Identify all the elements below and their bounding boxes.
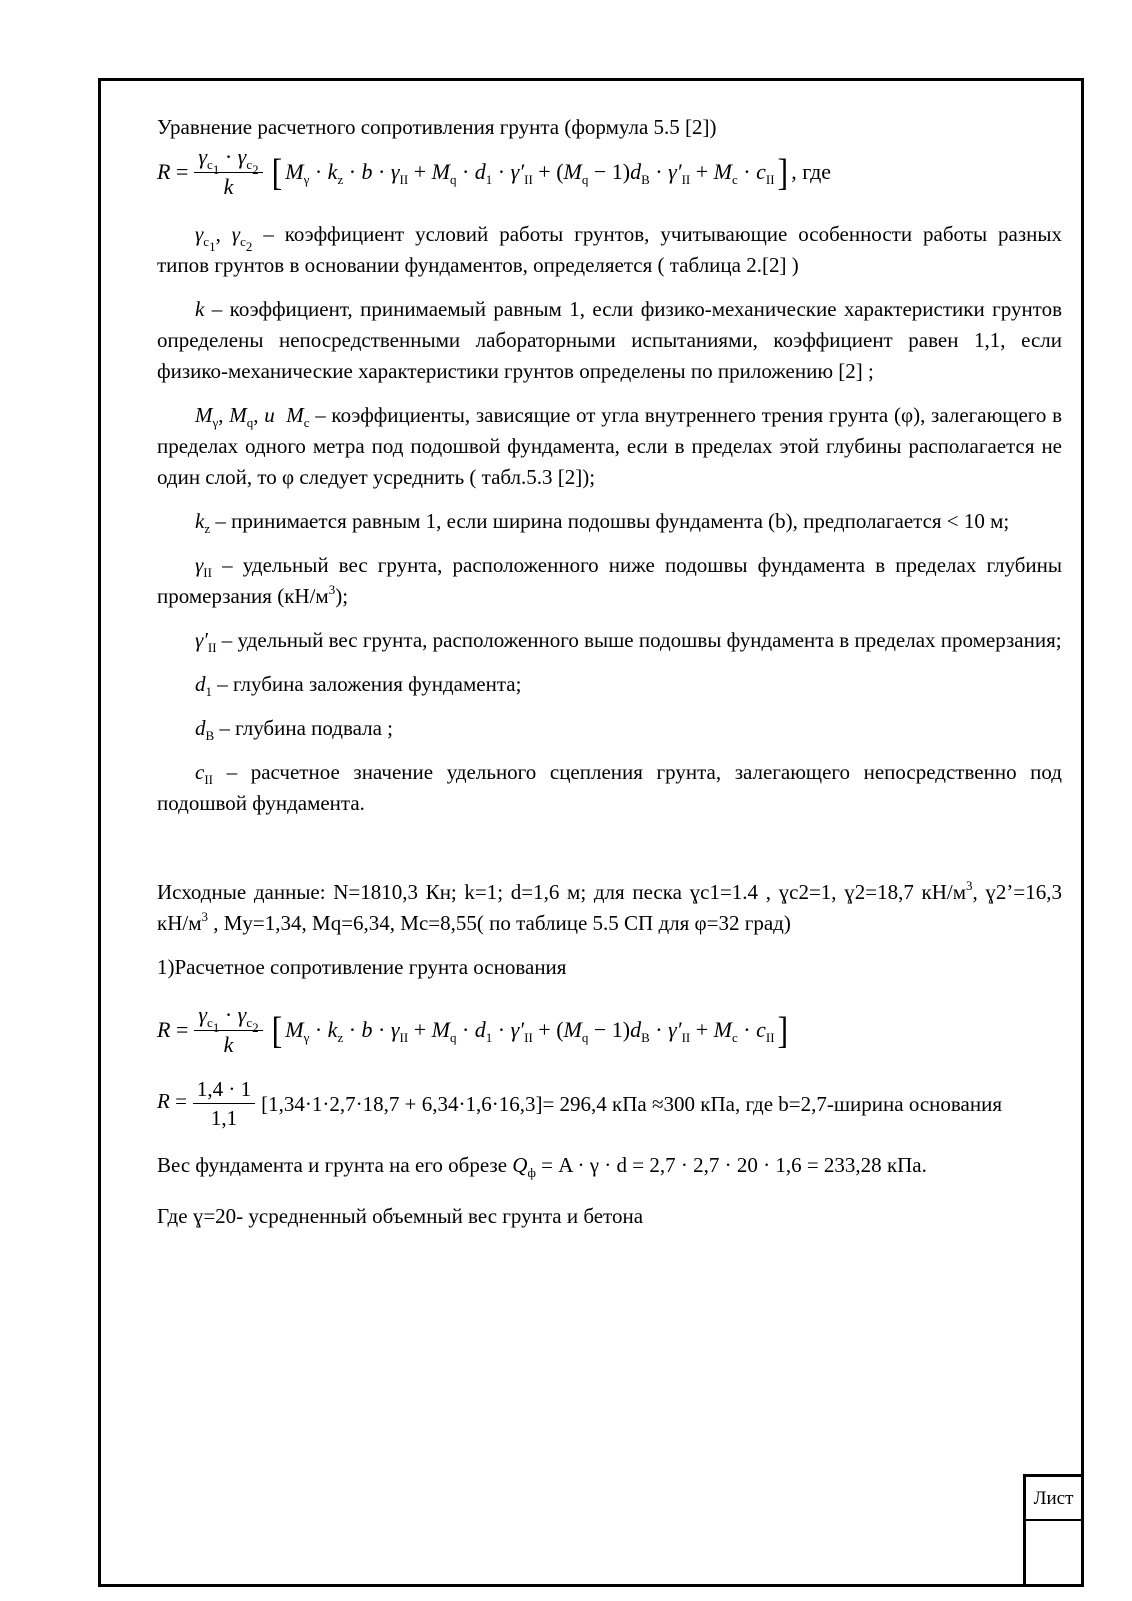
def-gamma-c: $\gamma_{c_1}$, $\gamma_{c_2}$ – коэффициент условий работы грунтов, учитывающие особенности работы разных типов грунтов в основании фундаментов, определяется ( таблица 2.[2] ) [157, 222, 1062, 277]
gamma-note: Где ɣ=20- усредненный объемный вес грунта и бетона [157, 1204, 644, 1228]
initial-data: Исходные данные: N=1810,3 Кн; k=1; d=1,6 м; для песка ɣc1=1.4 , ɣc2=1, ɣ2=18,7 $кН/м^3$, ɣ2’=16,3 $кН/м^3$ , My=1,34, Mq=6,34, Mc=8,55( по таблице 5.5 СП для φ=32 град) [157, 878, 1063, 935]
sheet-stamp [1023, 1474, 1081, 1584]
def-gammaII-prime: $\gamma'_{II}$ – удельный вес грунта, расположенного выше подошвы фундамента в пределах промерзания; [195, 628, 1062, 655]
heading: Уравнение расчетного сопротивления грунта (формула 5.5 [2]) [157, 115, 717, 139]
weight-line: Вес фундамента и грунта на его обрезе $Q_ф = A \cdot \gamma \cdot d = 2,7 \cdot 2,7 \cdot 20 \cdot 1,6 = 233,28$ кПа. [157, 1153, 927, 1180]
def-cII: $c_{II}$ – расчетное значение удельного сцепления грунта, залегающего непосредственно под подошвой фундамента. [157, 760, 1062, 815]
step1: 1)Расчетное сопротивление грунта основания [157, 955, 567, 979]
document-body [157, 112, 1062, 1232]
sheet-label: Лист [1026, 1477, 1081, 1521]
def-k: k – коэффициент, принимаемый равным 1, если физико-механические характеристики грунтов определены непосредственными лабораторными испытаниями, коэффициент равен 1,1, если физико-механические характеристики грунтов определены по приложению [2] ; [157, 297, 1062, 383]
formula-calculation: R = $\frac{1,4 \cdot 1}{1,1}$ [1,34·1·2,7·18,7 + 6,34·1,6·16,3]= 296,4 кПа ≈300 кПа, где b=2,7-ширина основания [157, 1077, 1003, 1130]
def-dB: $d_B$ – глубина подвала ; [195, 716, 393, 743]
def-M: $M_\gamma$, $M_q$, и $M_c$ – коэффициенты, зависящие от угла внутреннего трения грунта (φ), залегающего в пределах одного метра под подошвой фундамента, если в пределах этой глубины располагается не один слой, то φ следует усреднить ( табл.5.3 [2]); [157, 403, 1063, 489]
calc-expression: [1,34·1·2,7·18,7 + 6,34·1,6·16,3]= 296,4 кПа ≈300 кПа, где b=2,7-ширина основания [261, 1092, 1003, 1116]
formula-general-repeat: R = $\frac{\gamma_{c_1} \cdot \gamma_{c_2}}{k}$ [ $M_\gamma \cdot k_z \cdot b \cdot \gamma_{II} + M_q \cdot d_1 \cdot \gamma'_{II} + (M_q - 1)d_B \cdot \gamma'_{II} + M_c \cdot c_{II}$ ] [157, 1002, 789, 1057]
def-d1: $d_1$ – глубина заложения фундамента; [195, 672, 522, 699]
frac-numerator: 1,4 · 1 [193, 1077, 255, 1104]
frac-denominator: 1,1 [210, 1106, 238, 1130]
formula-tail: , где [791, 159, 832, 184]
formula-general: R = $\frac{\gamma_{c_1} \cdot \gamma_{c_2}}{k}$ [ $M_\gamma \cdot k_z \cdot b \cdot \gamma_{II} + M_q \cdot d_1 \cdot \gamma'_{II} + (M_q - 1)d_B \cdot \gamma'_{II} + M_c \cdot c_{II}$ ] , где [157, 144, 832, 199]
def-kz: $k_z$ – принимается равным 1, если ширина подошвы фундамента (b), предполагается < 10 м; [195, 509, 1010, 536]
def-gammaII: $\gamma_{II}$ – удельный вес грунта, расположенного ниже подошвы фундамента в пределах глубины промерзания $(кН/м^3)$; [157, 553, 1062, 608]
